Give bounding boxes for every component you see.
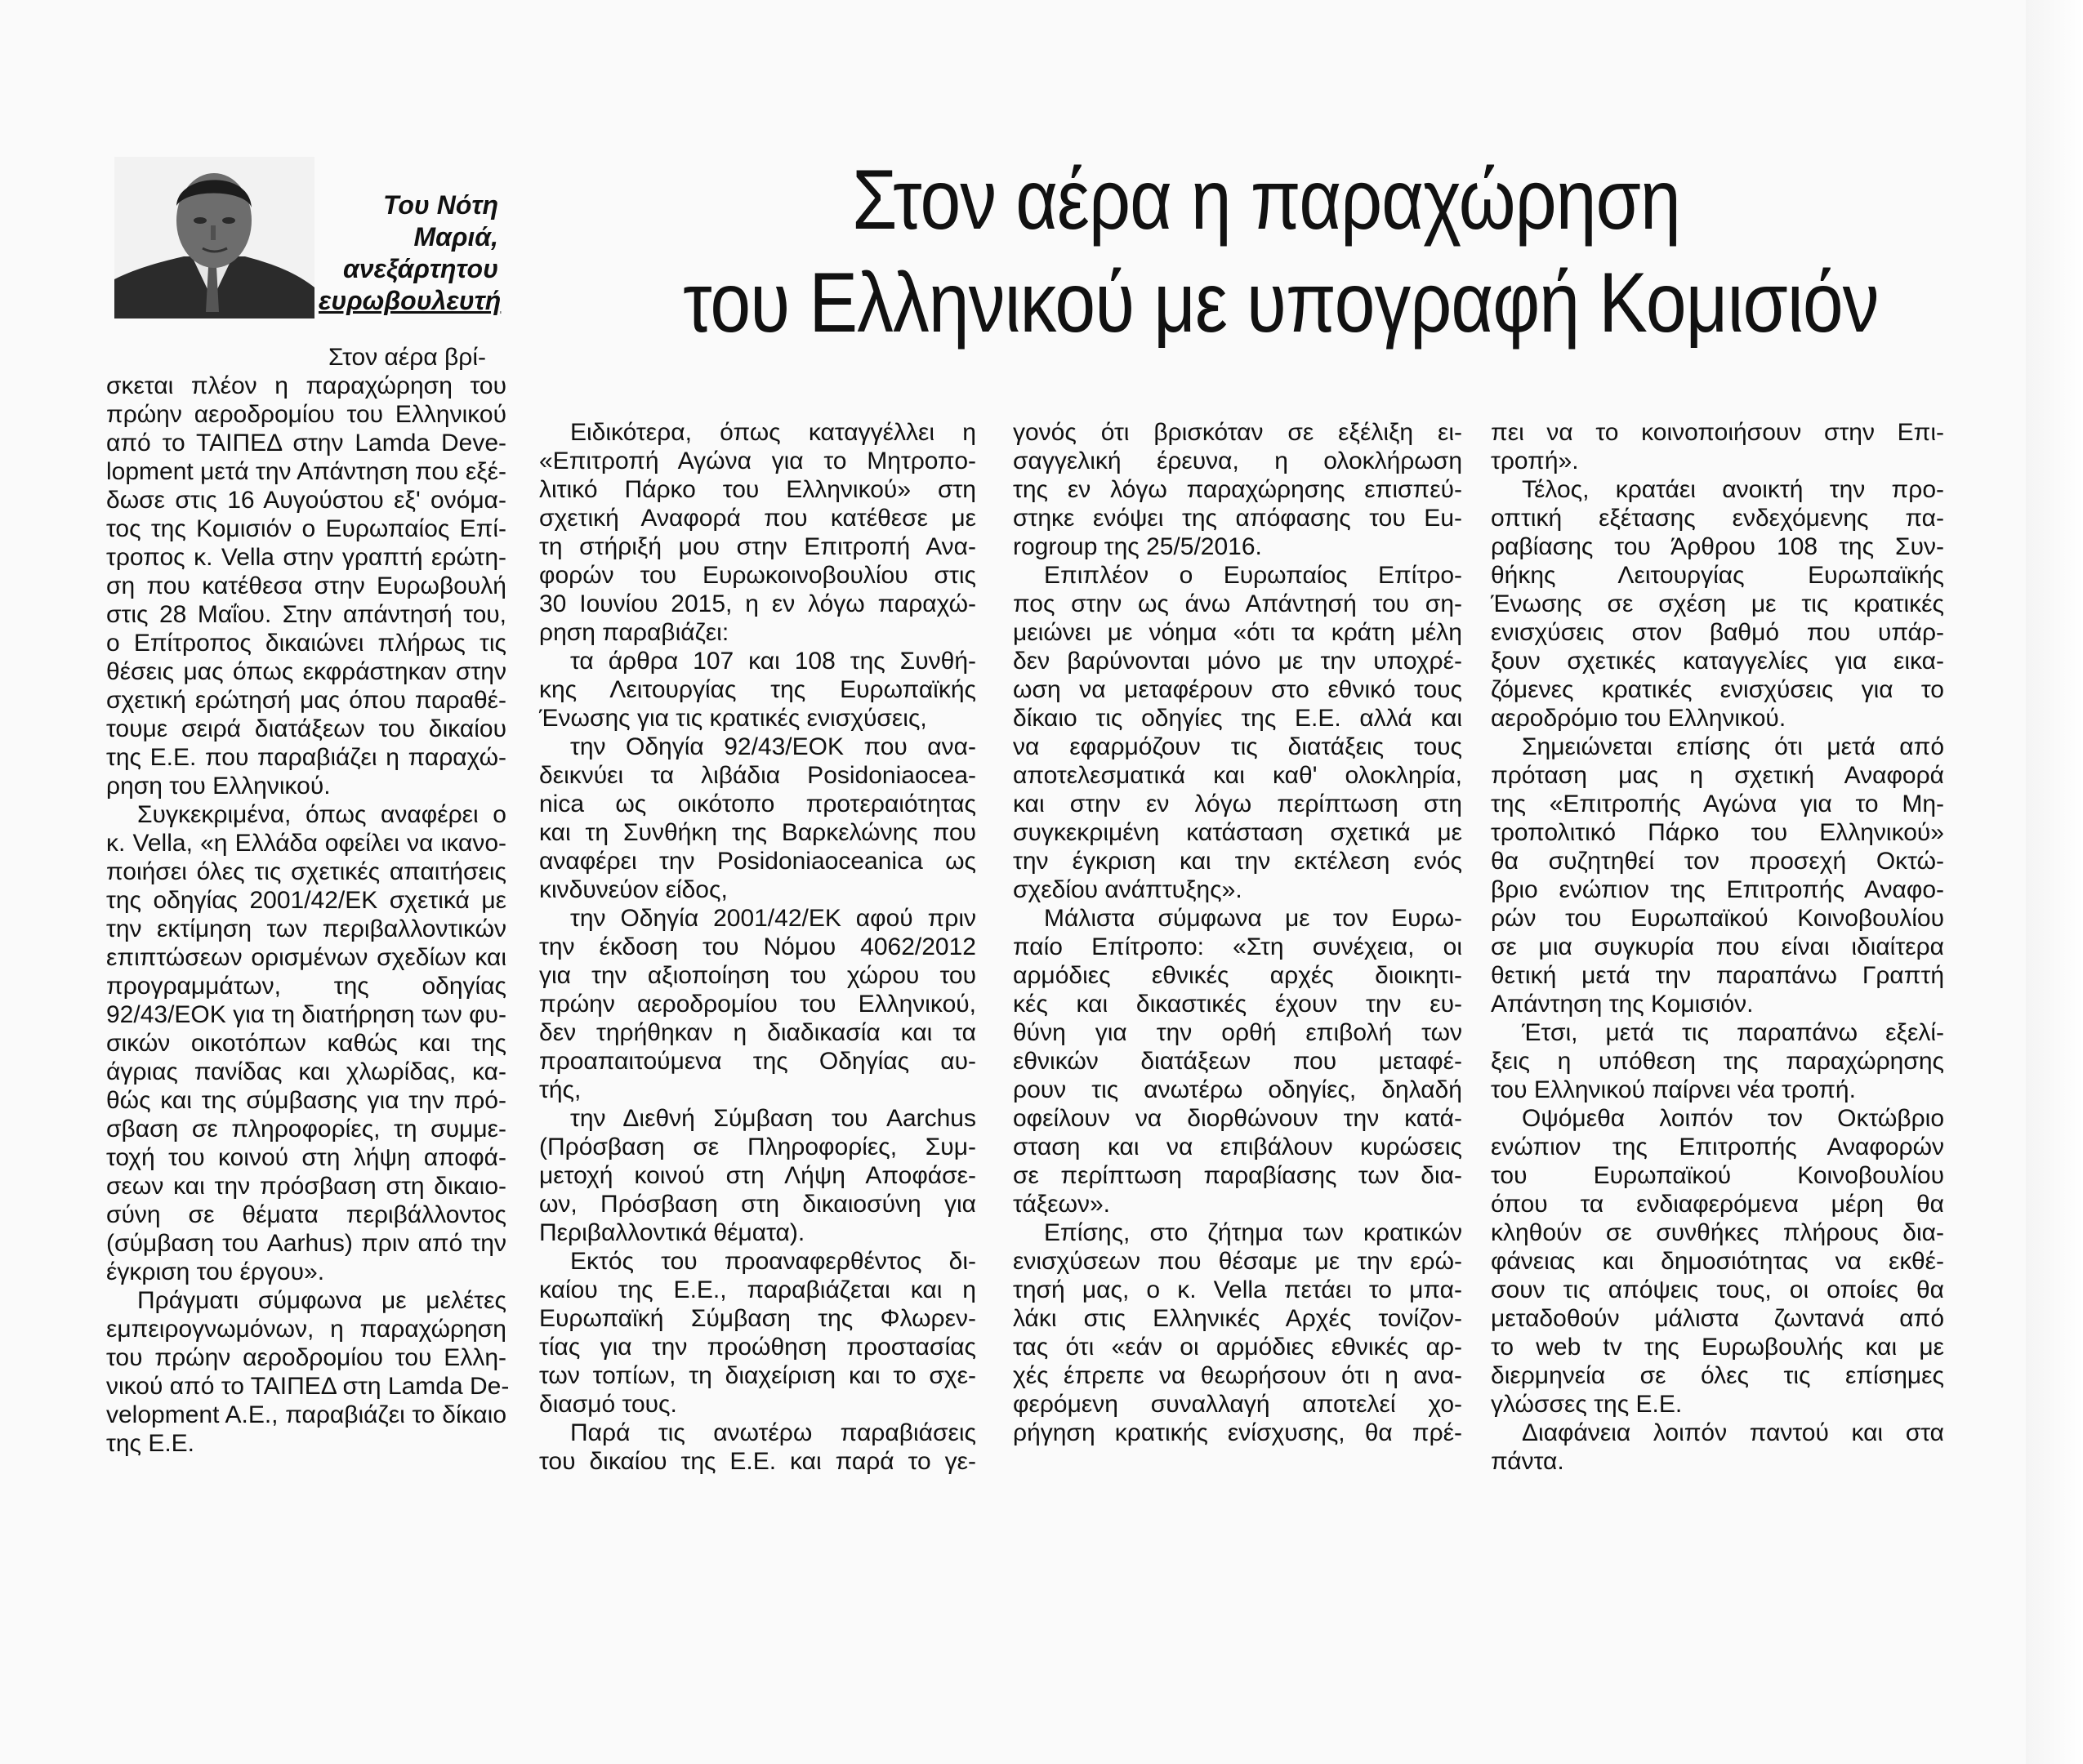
text-line: θα συζητηθεί τον προσεχή Οκτώ- [1491, 848, 1944, 875]
text-line: (Πρόσβαση σε Πληροφορίες, Συμ- [539, 1134, 976, 1160]
text-line: συγκεκριμένη κατάσταση σχετικά με [1013, 819, 1462, 846]
text-line: αναφέρει την Posidoniaoceanica ως [539, 848, 976, 875]
text-line: πρώην αεροδρομίου του Ελληνικού [106, 401, 506, 428]
text-line: θέσεις μας όπως εκφράστηκαν στην [106, 658, 506, 685]
text-line: ποιήσει όλες τις σχετικές απαιτήσεις [106, 858, 506, 885]
text-line: δωσε στις 16 Αυγούστου εξ' ονόμα- [106, 487, 506, 514]
text-line: μεταδοθούν μάλιστα ζωντανά από [1491, 1305, 1944, 1332]
text-line: τής, [539, 1076, 582, 1103]
text-line: της Ε.Ε. που παραβιάζει η παραχώ- [106, 744, 506, 771]
text-line: 92/43/ΕΟΚ για τη διατήρηση των φυ- [106, 1001, 506, 1028]
text-line: εθνικών διατάξεων που μεταφέ- [1013, 1048, 1462, 1075]
text-line: ων, Πρόσβαση στη δικαιοσύνη για [539, 1191, 976, 1218]
text-line: (σύμβαση του Aarhus) πριν από την [106, 1230, 506, 1257]
text-line: σικών οικοτόπων καθώς και της [106, 1030, 506, 1057]
article-column-1 [106, 343, 510, 1458]
byline-line: ανεξάρτητου [342, 254, 498, 283]
text-line: γονός ότι βρισκόταν σε εξέλιξη ει- [1013, 419, 1462, 446]
text-line: ξουν σχετικές καταγγελίες για εικα- [1491, 648, 1944, 675]
text-line: Ειδικότερα, όπως καταγγέλλει η [570, 419, 976, 446]
text-line: από το ΤΑΙΠΕΔ στην Lamda Deve- [106, 430, 506, 457]
text-line: αρμόδιες εθνικές αρχές διοικητι- [1013, 962, 1462, 989]
text-line: τουμε σειρά διατάξεων του δικαίου [106, 715, 506, 742]
text-line: την Οδηγία 2001/42/ΕΚ αφού πριν [570, 905, 976, 932]
byline [319, 189, 502, 317]
text-line: ραβίασης του Άρθρου 108 της Συν- [1491, 533, 1944, 560]
text-line: της Ε.Ε. [106, 1430, 195, 1457]
text-line: την Διεθνή Σύμβαση του Aarchus [570, 1105, 976, 1132]
text-line: να εφαρμόζουν τις διατάξεις τους [1013, 733, 1462, 760]
text-line: λιτικό Πάρκο του Ελληνικού» στη [539, 476, 976, 503]
text-line: προγραμμάτων, της οδηγίας [106, 973, 506, 1000]
text-line: ρήγηση κρατικής ενίσχυσης, θα πρέ- [1013, 1419, 1462, 1446]
text-line: θύνη για την ορθή επιβολή των [1013, 1019, 1462, 1046]
text-line: διερμηνεία σε όλες τις επίσημες [1491, 1362, 1944, 1389]
text-line: του δικαίου της Ε.Ε. και παρά το γε- [539, 1448, 976, 1475]
text-line: έγκριση του έργου». [106, 1258, 325, 1285]
text-line: δίκαιο τις οδηγίες της Ε.Ε. αλλά και [1013, 705, 1462, 732]
text-line: nica ως οικότοπο προτεραιότητας [539, 791, 976, 817]
text-line: της εν λόγω παραχώρησης επισπεύ- [1013, 476, 1462, 503]
text-line: για την αξιοποίηση του χώρου του [539, 962, 976, 989]
text-line: ωση να μεταφέρουν στο εθνικό τους [1013, 676, 1462, 703]
article-column-3 [1013, 418, 1462, 1447]
text-line: φορών του Ευρωκοινοβουλίου στις [539, 562, 976, 589]
text-line: Περιβαλλοντικά θέματα). [539, 1219, 805, 1246]
text-line: τος της Κομισιόν ο Ευρωπαίος Επί- [106, 515, 506, 542]
text-line: Επιπλέον ο Ευρωπαίος Επίτρο- [1044, 562, 1462, 589]
text-line: δεικνύει τα λιβάδια Posidoniaocea- [539, 762, 976, 789]
text-line: των τοπίων, τη διαχείριση και το σχε- [539, 1362, 976, 1389]
text-line: τίας για την προώθηση προστασίας [539, 1334, 976, 1361]
text-line: νικού από το ΤΑΙΠΕΔ στη Lamda De- [106, 1373, 510, 1400]
text-line: σβαση σε πληροφορίες, τη συμμε- [106, 1116, 506, 1143]
text-line: καίου της Ε.Ε., παραβιάζεται και η [539, 1276, 976, 1303]
text-line: Ευρωπαϊκή Σύμβαση της Φλωρεν- [539, 1305, 976, 1332]
text-line: θετική μετά την παραπάνω Γραπτή [1491, 962, 1944, 989]
article-column-2 [539, 418, 976, 1476]
text-line: σχεδίου ανάπτυξης». [1013, 876, 1242, 903]
text-line: χές έπρεπε να θεωρήσουν ότι η ανα- [1013, 1362, 1462, 1389]
text-line: την έγκριση και την εκτέλεση ενός [1013, 848, 1462, 875]
page-edge [2026, 0, 2083, 1764]
text-line: σουν τις απόψεις τους, οι οποίες θα [1491, 1276, 1944, 1303]
text-line: πάντα. [1491, 1448, 1564, 1475]
text-line: Σημειώνεται επίσης ότι μετά από [1522, 733, 1944, 760]
byline-line: Μαριά, [413, 222, 498, 252]
text-line: 30 Ιουνίου 2015, η εν λόγω παραχώ- [539, 590, 976, 617]
text-line: στις 28 Μαΐου. Στην απάντησή του, [106, 601, 506, 628]
text-line: τοχή του κοινού στη λήψη αποφά- [106, 1144, 506, 1171]
text-line: lopment μετά την Απάντηση που εξέ- [106, 458, 506, 485]
text-line: σύνη σε θέματα περιβάλλοντος [106, 1201, 506, 1228]
text-line: ενισχύσεις στον βαθμό που υπάρ- [1491, 619, 1944, 646]
text-line: Ένωσης για τις κρατικές ενισχύσεις, [539, 705, 927, 732]
text-line: Οψόμεθα λοιπόν τον Οκτώβριο [1522, 1105, 1944, 1132]
text-line: του Ελληνικού παίρνει νέα τροπή. [1491, 1076, 1856, 1103]
text-line: και τη Συνθήκη της Βαρκελώνης που [539, 819, 976, 846]
text-line: σαγγελική έρευνα, η ολοκλήρωση [1013, 448, 1462, 474]
text-line: κινδυνεύον είδος, [539, 876, 728, 903]
text-line: δεν τηρήθηκαν η διαδικασία και τα [539, 1019, 976, 1046]
text-line: ζόμενες κρατικές ενισχύσεις για το [1491, 676, 1944, 703]
text-line: Απάντηση της Κομισιόν. [1491, 991, 1754, 1018]
text-line: ρηση του Ελληνικού. [106, 773, 331, 800]
text-line: κ. Vella, «η Ελλάδα οφείλει να ικανο- [106, 830, 506, 857]
text-line: του Ευρωπαϊκού Κοινοβουλίου [1491, 1162, 1944, 1189]
text-line: σταση και να επιβάλουν κυρώσεις [1013, 1134, 1462, 1160]
text-line: εμπειρογνωμόνων, η παραχώρηση [106, 1316, 506, 1343]
text-line: μετοχή κοινού στη Λήψη Αποφάσε- [539, 1162, 976, 1189]
byline-line: ευρωβουλευτή [319, 286, 502, 315]
text-line: ση που κατέθεσα στην Ευρωβουλή [106, 572, 506, 599]
text-line: σχετική ερώτησή μας όπου παραθέ- [106, 687, 506, 714]
text-line: φάνειας και δημοσιότητας να εκθέ- [1491, 1248, 1944, 1275]
text-line: ο Επίτροπος δικαιώνει πλήρως τις [106, 630, 506, 657]
text-line: σε περίπτωση παραβίασης των δια- [1013, 1162, 1462, 1189]
text-line: δεν βαρύνονται μόνο με την υποχρέ- [1013, 648, 1462, 675]
text-line: μειώνει με νόημα «ότι τα κράτη μέλη [1013, 619, 1462, 646]
text-line: κης Λειτουργίας της Ευρωπαϊκής [539, 676, 976, 703]
text-line: οφείλουν να διορθώνουν την κατά- [1013, 1105, 1462, 1132]
text-line: προαπαιτούμενα της Οδηγίας αυ- [539, 1048, 976, 1075]
text-line: αποτελεσματικά και καθ' ολοκληρία, [1013, 762, 1462, 789]
text-line: πει να το κοινοποιήσουν στην Επι- [1491, 419, 1944, 446]
text-line: την εκτίμηση των περιβαλλοντικών [106, 915, 506, 942]
author-photo [114, 157, 314, 318]
text-line: rogroup της 25/5/2016. [1013, 533, 1262, 560]
text-line: Επίσης, στο ζήτημα των κρατικών [1044, 1219, 1462, 1246]
text-line: σεων και την πρόσβαση στη δικαιο- [106, 1173, 506, 1200]
headline-line: του Ελληνικού με υπογραφή Κομισιόν [683, 256, 1879, 350]
text-line: όπου τα ενδιαφερόμενα μέρη θα [1491, 1191, 1944, 1218]
text-line: ρηση παραβιάζει: [539, 619, 729, 646]
text-line: Τέλος, κρατάει ανοικτή την προ- [1522, 476, 1944, 503]
text-line: τροπή». [1491, 448, 1579, 474]
text-line: Μάλιστα σύμφωνα με τον Ευρω- [1044, 905, 1462, 932]
text-line: Παρά τις ανωτέρω παραβιάσεις [570, 1419, 976, 1446]
article-column-4 [1491, 418, 1944, 1476]
text-line: θώς και της σύμβασης για την πρό- [106, 1087, 506, 1114]
text-line: σχετική Αναφορά που κατέθεσε με [539, 505, 976, 532]
text-line: της οδηγίας 2001/42/ΕΚ σχετικά με [106, 887, 506, 914]
text-line: ρουν τις ανωτέρω οδηγίες, δηλαδή [1013, 1076, 1462, 1103]
text-line: διασμό τους. [539, 1391, 677, 1418]
text-line: οπτική εξέτασης ενδεχόμενης πα- [1491, 505, 1944, 532]
text-line: κές και δικαστικές έχουν την ευ- [1013, 991, 1462, 1018]
text-line: βριο ενώπιον της Επιτροπής Αναφο- [1491, 876, 1944, 903]
text-line: πος στην ως άνω Απάντησή του ση- [1013, 590, 1462, 617]
text-line: τάξεων». [1013, 1191, 1111, 1218]
text-line: τροπολιτικό Πάρκο του Ελληνικού» [1491, 819, 1944, 846]
headline-line: Στον αέρα η παραχώρηση [852, 153, 1680, 247]
text-line: στηκε ενόψει της απόφασης του Eu- [1013, 505, 1462, 532]
byline-line: Του Νότη [383, 190, 498, 220]
text-line: σκεται πλέον η παραχώρηση του [106, 372, 506, 399]
text-line: πρόταση μας η σχετική Αναφορά [1491, 762, 1944, 789]
text-line: ξεις η υπόθεση της παραχώρησης [1491, 1048, 1944, 1075]
text-line: τα άρθρα 107 και 108 της Συνθή- [570, 648, 976, 675]
text-line: κληθούν σε συνθήκες πλήρους δια- [1491, 1219, 1944, 1246]
text-line: της «Επιτροπής Αγώνα για το Μη- [1491, 791, 1944, 817]
text-line: σε μια συγκυρία που είναι ιδιαίτερα [1491, 933, 1944, 960]
text-line: Πράγματι σύμφωνα με μελέτες [137, 1287, 506, 1314]
text-line: Εκτός του προαναφερθέντος δι- [570, 1248, 976, 1275]
text-line: άγριας πανίδας και χλωρίδας, κα- [106, 1058, 506, 1085]
text-line: την Οδηγία 92/43/ΕΟΚ που ανα- [570, 733, 976, 760]
text-line: τροπος κ. Vella στην γραπτή ερώτη- [106, 544, 506, 571]
text-line: θήκης Λειτουργίας Ευρωπαϊκής [1491, 562, 1944, 589]
text-line: velopment A.E., παραβιάζει το δίκαιο [106, 1401, 506, 1428]
text-line: το web tv της Ευρωβουλής και με [1491, 1334, 1944, 1361]
text-line: αεροδρόμιο του Ελληνικού. [1491, 705, 1786, 732]
text-line: τη στήριξή μου στην Επιτροπή Ανα- [539, 533, 976, 560]
text-line: Ένωσης σε σχέση με τις κρατικές [1491, 590, 1944, 617]
text-line: του πρώην αεροδρομίου του Ελλη- [106, 1344, 506, 1371]
text-line: πρώην αεροδρομίου του Ελληνικού, [539, 991, 976, 1018]
text-line: Συγκεκριμένα, όπως αναφέρει ο [137, 801, 506, 828]
text-line: και στην εν λόγω περίπτωση στη [1013, 791, 1462, 817]
text-line: τας ότι «εάν οι αρμόδιες εθνικές αρ- [1013, 1334, 1462, 1361]
text-line: ρών του Ευρωπαϊκού Κοινοβουλίου [1491, 905, 1944, 932]
text-line: «Επιτροπή Αγώνα για το Μητροπο- [539, 448, 976, 474]
text-line: γλώσσες της Ε.Ε. [1491, 1391, 1683, 1418]
text-line: λάκι στις Ελληνικές Αρχές τονίζον- [1013, 1305, 1462, 1332]
text-line: την έκδοση του Νόμου 4062/2012 [539, 933, 976, 960]
text-line: Στον αέρα βρί- [328, 344, 486, 371]
headline [683, 149, 1879, 354]
text-line: ενισχύσεων που θέσαμε με την ερώ- [1013, 1248, 1462, 1275]
text-line: ενώπιον της Επιτροπής Αναφορών [1491, 1134, 1944, 1160]
text-line: Διαφάνεια λοιπόν παντού και στα [1522, 1419, 1944, 1446]
text-line: παίο Επίτροπο: «Στη συνέχεια, οι [1013, 933, 1462, 960]
text-line: Έτσι, μετά τις παραπάνω εξελί- [1522, 1019, 1944, 1046]
text-line: φερόμενη συναλλαγή αποτελεί χο- [1013, 1391, 1462, 1418]
text-line: τησή μας, ο κ. Vella πετάει το μπα- [1013, 1276, 1462, 1303]
text-line: επιπτώσεων ορισμένων σχεδίων και [106, 944, 506, 971]
